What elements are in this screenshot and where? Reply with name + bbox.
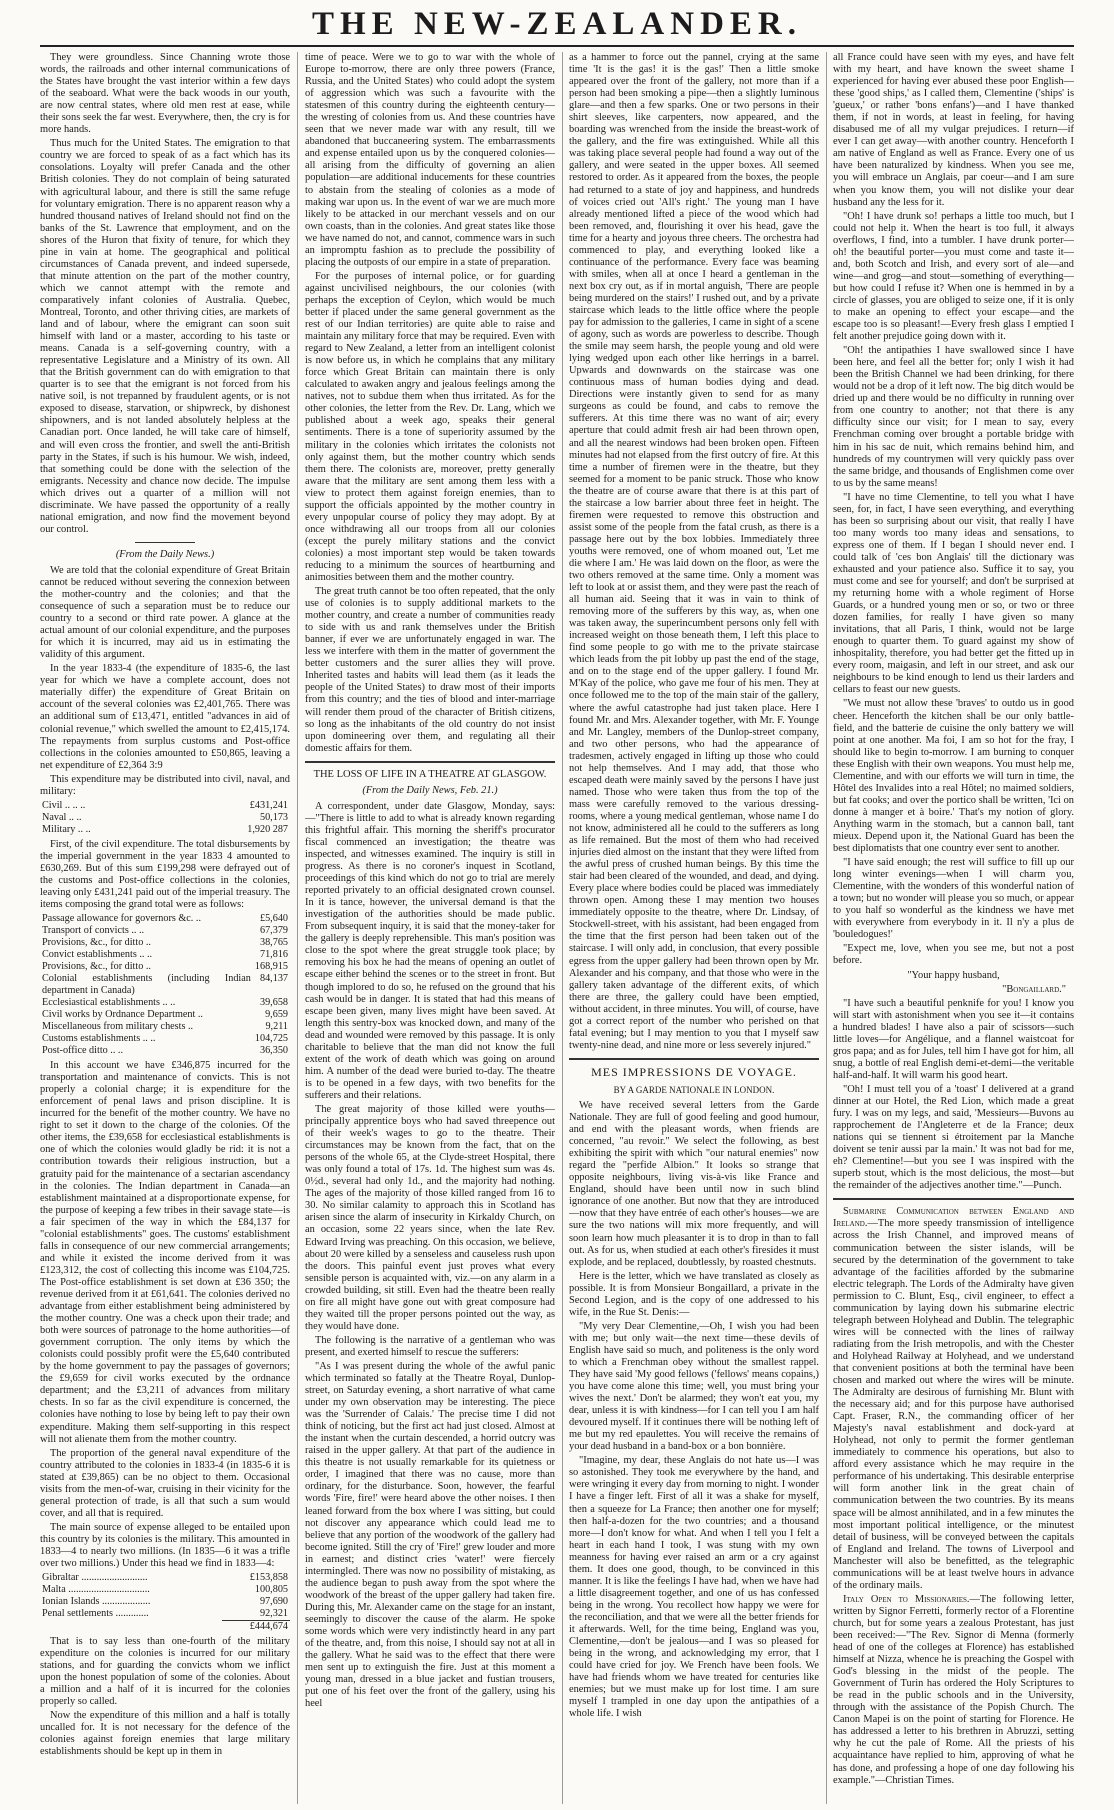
column-divider xyxy=(562,52,563,1804)
paragraph: For the purposes of internal police, or for guarding against uncivilised neighbours, the our colonies (with perhaps the exception of Ceylon, which would be much better if placed under the same general government as the rest of our Indian territories) are quite able to raise and maintain any military force that may be required. Even with regard to New Zealand, a letter from an intelligent colonist is now before us, in which he complains that any military force which Great Britain can maintain there is only calculated to awaken angry and jealous feelings among the natives, not to subdue them when thus irritated. As for the other colonies, the letter from the Rev. Dr. Lang, which we published about a week ago, speaks their general sentiments. There is a tone of superiority assumed by the military in the colonies which irritates the colonists not only against them, but the mother country which sends them there. The colonists are, moreover, pretty generally aware that the military are sent among them less with a view to protect them against foreign enemies, than to support the officials appointed by the mother country in every unpopular course of policy they may adopt. By at once withdrawing all our troops from all our colonies (except the purely military stations and the convict colonies) a most important step would be taken towards reducing to a minimum the sources of heartburning and animosities between them and the mother country. xyxy=(305,270,555,584)
news-item-body: —The more speedy transmission of intelligence across the Irish Channel, and improved means of communication between the sister islands, will be secured by the determination of the government to take advantage of the facilities afforded by the submarine electric telegraph. The Lords of the Admiralty have given permission to C. Blunt, Esq., civil engineer, to effect a communication by laying down his submarine electric telegraph between Holyhead and Dublin. The telegraphic wires will be connected with the lines of railway radiating from the Irish metropolis, and with the Chester and Holyhead Railway at Holyhead, and we understand that convenient positions at both the terminal have been chosen and marked out where the wires will be minute. The Admiralty are desirous of furnishing Mr. Blunt with the necessary aid; and for this purpose have authorised Capt. Fraser, R.N., the commanding officer of her Majesty's naval establishment and dock-yard at Holyhead, not only to permit the former gentleman immediately to commence his operations, but also to afford every assistance which he may require in the performance of his undertaking. This desirable enterprise will form another link in the great chain of communication between the two countries. By its means space will be almost annihilated, and in a few minutes the most important political intelligence, or the minutest detail of business, will be conveyed between the capitals of England and Ireland. The towns of Liverpool and Manchester will also be benefitted, as the telegraphic communications will be at least twelve hours in advance of the ordinary mails. xyxy=(833,1218,1074,1591)
paragraph: "Imagine, my dear, these Anglais do not hate us—I was so astonished. They took me everywhere by the hand, and were wringing it every day from morning to night. I wonder I have a finger left. First of all it was a shake for myself, then a squeeze for La France; then another one for myself; then half-a-dozen for the two countries; and a thousand more—I don't know for what. And when I tell you I felt a heart in each hand I took, I was stung with my own meanness for having ever raised an arm or a cry against them. It does one good, though, to be convinced in this manner. It is like the feelings I have had, when we have had a little disagreement together, and one of us has confessed being in the wrong. You recollect how happy we were for the reconciliation, and that we were all the better friends for it afterwards. Well, for the time being, England was you, Clementine,—don't be jealous—and I was so pleased for being in the wrong, and acknowledging my error, that I could have cried for joy. We French have been fools. We have had friends whom we have treated for centuries like enemies; but we must make up for lost time. I am sure myself I trampled in one day upon the antipathies of a whole life. I wish xyxy=(569,1455,819,1720)
table-row: Transport of convicts .. .. 67,379 xyxy=(42,925,288,937)
masthead-rule xyxy=(40,45,1074,47)
paragraph: "As I was present during the whole of the awful panic which terminated so fatally at the Theatre Royal, Dunlop-street, on Saturday evening, a short narrative of what came under my own observation may be interesting. The piece was the 'Surrender of Calais.' The precise time I did not think of noticing, but the first act had just closed. Almost at the instant when the curtain descended, a horrid outcry was raised in the upper gallery. At that part of the audience in this theatre is not usually remarkable for its quietness or order, I imagined that there was no cause, more than ordinary, for the disturbance. Soon, however, the fearful words 'Fire, fire!' were heard above the other noises. I then leaned forward from the box where I was sitting, but could not discover any appearance which could lead me to believe that any portion of the woodwork of the gallery had become ignited. Still the cry of 'Fire!' grew louder and more in earnest; and distinct cries 'water!' were fiercely intermingled. There was now no possibility of mistaking, as the audience began to push away from the spot where the woodwork of the breast of the upper gallery had taken fire. During this, Mr. Alexander came on the stage for an instant, seemingly to discover the cause of the alarm. He spoke some words which were very indistinctly heard in any part of the theatre, and, from this noise, I should say not at all in the gallery. What he said was to the effect that there were men sent up to extinguish the fire. Just at this moment a young man, dressed in a blue jacket and fustian trousers, put one of his feet over the front of the gallery, using his heel xyxy=(305,1360,555,1710)
section-rule xyxy=(569,1058,819,1060)
article-headline: MES IMPRESSIONS DE VOYAGE. xyxy=(591,1064,797,1079)
table-row: Malta ................................ 100,805 xyxy=(42,1584,288,1596)
table-row: Passage allowance for governors &c. .. £5,640 xyxy=(42,913,288,925)
expenditure-table-summary xyxy=(40,800,290,836)
paragraph: Now the expenditure of this million and a half is totally uncalled for. It is not necessary for the defence of the colonies against foreign enemies that large military establishments should be kept up in them in xyxy=(40,1710,290,1758)
paragraph: We have received several letters from the Garde Nationale. They are full of good feeling and good humour, and end with the pleasant words, when friends are concerned, "au revoir." We select the following, as best exhibiting the spirit with which "our natural enemies" now regard the "perfide Albion." It looks so strange that opposite neighbours, living vis-à-vis like France and England, should have been until now in such blind ignorance of one another. But now that they are introduced—now that they have entrée of each other's houses—we are sure the two nations will mix more frequently, and will soon learn how much pleasanter it is to drop in than to fall out. As for us, when studied at each other's firesides it must explode, and be replaced, doubtlessly, by roasted chestnuts. xyxy=(569,1099,819,1268)
paragraph: Here is the letter, which we have translated as closely as possible. It is from Monsieur Bongaillard, a private in the Second Legion, and is the copy of one addressed to his wife, in the Rue St. Denis:— xyxy=(569,1270,819,1318)
letter-signature: "Bongaillard." xyxy=(1002,983,1066,995)
news-item-body: —The following letter, written by Signor Ferretti, formerly rector of a Florentine church, but for some years a zealous Protestant, has just been received:—"The Rev. Signor di Menna (formerly head of one of the colleges at Florence) has established himself at Nizza, whence he is preaching the Gospel with God's blessing in the midst of the people. The Government of Turin has ordered the Holy Scriptures to be read in the public schools and in the University, through with the assistance of the Popish Church. The Canon Mapei is on the point of starting for Florence. He has addressed a letter to his brethren in Abruzzi, setting why he cut the pale of Rome. All the priests of his acquaintance have replied to him, approving of what he has done, and professing a hope of one day following his example."—Christian Times. xyxy=(833,1593,1074,1786)
column-3 xyxy=(569,52,819,1804)
paragraph: We are told that the colonial expenditure of Great Britain cannot be reduced without severing the connexion between the mother-country and the colonies; and that the consequence of such a separation must be to reduce our country to a second or third rate power. A glance at the actual amount of our colonial expenditure, and the purposes for which it is incurred, may aid us in estimating the validity of this argument. xyxy=(40,564,290,661)
article-headline: THE LOSS OF LIFE IN A THEATRE AT GLASGOW. xyxy=(313,768,547,780)
table-row: Naval .. .. 50,173 xyxy=(42,811,288,823)
table-row: Convict establishments .. .. 71,816 xyxy=(42,949,288,961)
paragraph: A correspondent, under date Glasgow, Monday, says:—"There is little to add to what is already known regarding this frightful affair. This morning the sheriff's procurator fiscal commenced an investigation; the theatre was inspected, and witnesses examined. The inquiry is still in progress. As there is no coroner's inquest in Scotland, proceedings of this kind which do not go to trial are merely reported privately to an official designated crown counsel. In it is tance, however, the universal demand is that the investigation of the authorities should be made public. From subsequent inquiry, it is said that the money-taker for the gallery is deeply reprehensible. This man's position was close to the spot where the great struggle took place; by removing his box he had the means of opening an outlet of escape either behind the scenes or to the street in front. But though implored to do so, he refused on the ground that his cash would be in danger. It is stated that had this means of escape been given, many lives might have been saved. At length this sentry-box was knocked down, and many of the dead and wounded were removed by this passage. It is only charitable to believe that the man did not know the full extent of the work of death which was going on around him. A number of the dead were buried to-day. The theatre is to be opened in a few days, with two benefits for the sufferers and their relations. xyxy=(305,800,555,1101)
paragraph: The following is the narrative of a gentleman who was present, and exerted himself to rescue the sufferers: xyxy=(305,1334,555,1358)
paragraph: The great truth cannot be too often repeated, that the only use of colonies is to supply additional markets to the mother country, and create a number of communities ready to side with us and rank themselves under the British banner, if ever we are unfortunately engaged in war. The less we interfere with them in the matter of government the better customers and the surer allies they will prove. Inherited tastes and habits will lead them (as it leads the people of the United States) to draw most of their imports from this country; and the ties of blood and inter-marriage will render them proud of the character of British citizens, so long as the inhabitants of the old country do not insist upon domineering over them, and regulating all their domestic affairs for them. xyxy=(305,586,555,754)
table-row: Post-office ditto .. .. 36,350 xyxy=(42,1045,288,1057)
paragraph: "My very Dear Clementine,—Oh, I wish you had been with me; but only wait—the next time—these devils of English have said so much, and politeness is the only word to which a Frenchman obey without the smallest rappel. They have said 'My good fellows ('fellows' means copains,) you have come alone this time; well, you must bring your wives the next.' Don't be alarmed; they won't eat you, my dear, unless it is with kindness—for I can tell you I am half devoured myself. If it continues there will be nothing left of me but my red epaulettes. You will receive the remains of your dead husband in a band-box or a bon bonnière. xyxy=(569,1320,819,1453)
table-row: Civil works by Ordnance Department .. 9,659 xyxy=(42,1009,288,1021)
table-row: Ionian Islands ................... 97,690 xyxy=(42,1596,288,1608)
table-row: Military .. .. 1,920 287 xyxy=(42,823,288,835)
column-2 xyxy=(305,52,555,1804)
table-total-row: £444,674 xyxy=(40,1621,290,1634)
column-1 xyxy=(40,52,290,1804)
masthead xyxy=(40,4,1074,48)
column-divider xyxy=(826,52,827,1804)
paragraph: "I have such a beautiful penknife for you! I know you will start with astonishment when you see it—it contains a hundred blades! I have also a pair of scissors—such little loves—for Angélique, and a flannel waistcoat for gros papa; and as for Jules, tell him I have got for him, all snug, a bottle of real English demi-et-demi—the veritable half-and-half. It will warm his good heart. xyxy=(833,997,1074,1081)
paragraph: "Oh! I must tell you of a 'toast' I delivered at a grand dinner at our Hotel, the Red Lion, which made a great fury. I was on my legs, and said, 'Messieurs—Buvons au rapprochement de l'Angleterre et de la France; deux nations qui se tiennent si étroitement par la Manche doivent se tenir aussi par la main.' It was not bad for me, eh? Clementine!—but you see I was inspired with the superb stout, which is the most delicious, the most—but the remainder of the adjectives another time."—Punch. xyxy=(833,1083,1074,1192)
letter-closing: "Your happy husband, xyxy=(907,969,1000,981)
section-rule xyxy=(833,1198,1074,1200)
table-row: Customs establishments .. .. 104,725 xyxy=(42,1033,288,1045)
paragraph: as a hammer to force out the pannel, crying at the same time 'It is the gas! it is the gas!' Then a little smoke appeared over the front of the gallery, not more than if a person had been smoking a pipe—then a slightly luminous glare—and then a few sparks. One or two persons in their shirt sleeves, like carpenters, now appeared, and the boarding was wrenched from the inside the breast-work of the gallery, and the fire was extinguished. While all this was taking place several people had found a way out of the gallery, and were seated in the upper boxes. All seemed restored to order. As it appeared from the boxes, the people had returned to a state of joy and happiness, and hundreds of voices cried out 'All's right.' The young man I have already mentioned lifted a piece of the wood which had been removed, and, flourishing it over his head, gave the time for a hearty and joyous three cheers. The orchestra had commenced to play, and everything looked like a continuance of the performance. Every face was beaming with smiles, when all at once I heard a gentleman in the next box cry out, as if in mortal anguish, 'There are people being murdered on the stairs!' I rushed out, and by a private staircase which leads to the little office where the people pay for admission to the galleries, I came in sight of a scene of agony, such as words are powerless to describe. Though the smile may seem harsh, the people young and old were lying wedged upon each other like herrings in a barrel. Upwards and downwards on the staircase was one continuous mass of human bodies dying and dead. Directions were instantly given to send for as many surgeons as could be found, and cabs to remove the sufferers. At this time there was no want of air; every aperture that could admit fresh air had been thrown open, and all the nearest windows had been broken open. Fifteen minutes had not elapsed from the first outcry of fire. At this time a number of firemen were in the theatre, but they seemed for a moment to be panic struck. Those who know the theatre are of course aware that there is at this part of the staircase a low barrier about three feet in height. The firemen were requested to remove this obstruction and assist some of the people from the fatal crush, as there is a passage here out by the box lobbies. Immediately three youths were removed, one of whom moaned out, 'Let me die where I am.' He was laid down on the floor, as were the two others removed at the same time. Only a moment was left to look at or assist them, and they were past the reach of all human aid. Seeing that it was in vain to think of removing more of the sufferers by this way, as, when one was taken away, the superincumbent persons only fell with increased weight on those beneath them, I left this place to find some people to go with me to the private staircase which leads from the pit lobby up past the end of the stage, and on to the stage end of the upper gallery. I found Mr. M'Kay of the police, who gave me four of his men. They at once followed me to the top of the main stair of the gallery, where the awful catastrophe had just taken place. Here I found Mr. and Mrs. Alexander together, with Mr. F. Younge and Mr. Langley, members of the Dunlop-street company, and two other persons, who had the appearance of tradesmen, actively engaged in lifting up those who could not help themselves. And I may add, that those who escaped death were mainly saved by the persons I have just named. Those who were taken thus from the top of the mass were carefully removed to the various dressing-rooms, where a young medical gentleman, whose name I do not know, administered all he could to the sufferers as long as life remained. But the most of them who had received injuries died almost on the instant that they were lifted from the awful press of crushed human beings. By this time the stair had been cleared of the wounded, and dead, and dying. Every place where bodies could be placed was immediately thrown open. Among these I may mention two houses immediately opposite to the theatre, where Dr. Lindsay, of Stockwell-street, with his assistant, had been engaged from the time that the first person had been taken out of the staircase. I will only add, in conclusion, that every possible egress from the upper gallery had been thrown open by Mr. Alexander and his company, and that those who were in the gallery taken advantage of the different exits, of which there are three, the gallery could have been emptied, without accident, in three minutes. You will, of course, have got a correct report of the number who perished on that fatal evening; but I may mention to you that I myself saw twenty-nine dead, and nine more or less severely injured." xyxy=(569,52,819,1051)
paragraph: This expenditure may be distributed into civil, naval, and military: xyxy=(40,773,290,797)
table-row: Penal settlements ............. 92,321 xyxy=(42,1608,288,1620)
section-rule xyxy=(135,542,195,543)
paragraph: The proportion of the general naval expenditure of the country attributed to the colonies in 1833-4 (in 1835-6 it is stated at £39,865) can be no object to them. Occasional visits from the men-of-war, cruising in their vicinity for the general protection of trade, is all that such a sum would cover, and all that is required. xyxy=(40,1447,290,1519)
table-row: Provisions, &c., for ditto .. 168,915 xyxy=(42,961,288,973)
paragraph: "I have no time Clementine, to tell you what I have seen, for, in fact, I have seen everything, and everything has been so surprising about our visit, that really I have too many words too many ideas and sensations, to express one of them. If I began I should never end. I could talk of 'ces bon Anglais' till the dictionary was exhausted and your patience also. Suffice it to say, you must come and see for yourself; and don't be surprised at my returning home with a whole regiment of Horse Guards, or a hundred young men or so, or two or three dozen families, for really I have given so many invitations, that all Paris, I think, would not be large enough to quarter them. To guard against my show of inhospitality, therefore, you had better get the fitted up in every room, maigasin, and left in our street, and ask our neighbours to be kind enough to lend us their larders and cellars to feast our new guests. xyxy=(833,491,1074,696)
news-item xyxy=(833,1594,1074,1787)
column-4 xyxy=(833,52,1074,1804)
paragraph: In this account we have £346,875 incurred for the transportation and maintenance of convicts. This is not properly a colonial charge; it is expenditure for the enforcement of penal laws and prison discipline. It is incurred for the benefit of the mother country. We have no right to set it down to the charge of the colonies. Of the other items, the £39,658 for ecclesiastical establishments is one of which the colonies would gladly be rid: it is not a contribution towards their religious instruction, but a gratuity paid for the maintenance of a sectarian ascendancy in the colonies. The Indian department in Canada—an establishment maintained at a disproportionate expense, for the purpose of keeping a few tribes in their savage state—is a fair specimen of the way in which the £84,137 for "colonial establishments" goes. The customs' establishment falls in consequence of our new commercial arrangements; and while it existed the income derived from it was £123,312, the cost of collecting this income was £104,725. The Post-office establishment is set down at £36 350; the revenue derived from it at £61,641. The colonies derived no advantage from either establishment being administered by the mother country. One was a check upon their trade; and both were sources of patronage to the home authorities—of government corruption. The only items by which the colonists could possibly profit were the £5,640 contributed by the home government to pay the passages of governors; the £9,659 for civil works executed by the ordnance department; and the £3,211 of advances from military chests. In so far as the civil expenditure is concerned, the colonies have nothing to lose by being left to pay their own expenditure. Making them self-supporting in this respect will not alienate them from the mother country. xyxy=(40,1060,290,1445)
section-rule xyxy=(305,761,555,763)
paragraph: "Oh! the antipathies I have swallowed since I have been here, and feel all the better for; only I wish it had been the British Channel we had been drinking, for there would not be a drop of it left now. The big ditch would be dried up and there would be no difficulty in running over from one country to another; not that there is any difficulty since our visit; for I mean to say, every Frenchman coming over brought a portable bridge with him in his sac de nuit, which remains behind him, and hundreds of my countrymen will very quickly pass over the same bridge, and thousands of Englishmen come over to us by the same means! xyxy=(833,345,1074,489)
expenditure-table-civil xyxy=(40,913,290,1057)
table-row: Gibraltar .......................... £153,858 xyxy=(42,1572,288,1584)
paragraph: That is to say less than one-fourth of the military expenditure on the colonies is incurred for our military stations, and for guarding the convicts whom we inflict upon the honest population of some of the colonies. About a million and a half of it is incurred for the colonies properly so called. xyxy=(40,1636,290,1708)
table-row: Miscellaneous from military chests .. 9,211 xyxy=(42,1021,288,1033)
paragraph: The main source of expense alleged to be entailed upon this country by its colonies is the military. This amounted in 1833—4 to nearly two millions. (In 1835—6 it was a trifle over two millions.) Under this head we find in 1833—4: xyxy=(40,1521,290,1570)
column-divider xyxy=(297,52,298,1804)
paragraph: all France could have seen with my eyes, and have felt with my heart, and have known the sweet shame I experienced for having ever abused these poor English—these 'good ships,' as I called them, Clementine ('ships' is 'gueux,' or rather 'bons enfans')—and I have thanked them, if not in words, at least in feeling, for having disabused me of all my vulgar prejudices. I return—if ever I can get away—with another country. Henceforth I am native of England as well as France. Every one of us have been naturalized by kindness. When you see me, you will embrace un Anglais, par coeur—and I am sure when you know them, you will not dislike your dear husband any the less for it. xyxy=(833,52,1074,208)
expenditure-table-military xyxy=(40,1572,290,1633)
news-item xyxy=(833,1206,1074,1592)
paragraph: "Oh! I have drunk so! perhaps a little too much, but I could not help it. When the heart is too full, it always overflows, I find, into a tumbler. I have drunk porter—oh! the beautiful porter—you must come and taste it—and, both Scotch and Irish, and every sort of ale—and wine—and grog—and stout—something of everything—but how could I refuse it? When one is hemmed in by a circle of glasses, you are obliged to seize one, if it is only to make an opening to effect your escape—and the escape too is so pleasant!—Every fresh glass I emptied I felt another prejudice going down with it. xyxy=(833,210,1074,343)
paragraph: Thus much for the United States. The emigration to that country we are forced to speak of as a fact which has its consolations. Loyalty will prefer Canada and the other British colonies. They do not complain of being saturated with agricultural labour, and there is still the same refuge for voluntary emigration. There is no apparent reason why a hundred thousand natives of Ireland should not find on the banks of the St. Lawrence that employment, and on the shores of the Huron that fixity of tenure, for which they pine in vain at home. The geographical and political circumstances of Canada prevent, and indeed supersede, that minute attention on the part of the mother country, which we cannot attempt with the remote and comparatively infant colonies of Australia. Quebec, Montreal, Toronto, and other thriving cities, are markets of land and of labour, where the emigrant can soon suit himself with land or a master, according to his taste or means. Canada is a self-governing country, with a representative Legislature and a Ministry of its own. All that the British government can do with emigration to that quarter is to see that the emigrant is not forced from his native soil, is not trepanned by fraudulent agents, or is not exposed to disease, starvation, or shipwreck, by dishonest shipowners, and is not landed absolutely helpless at the Canadian port. Once landed, he will take care of himself, and will even cross the frontier, and swell the anti-British party in the States, if such is his humour. We wish, indeed, that something could be done with the selection of the emigrants. Necessity and chance now decide. The impulse which drives out a quarter of a million will not discriminate. We have passed the opportunity of a really national emigration, and now find the movement beyond our control. xyxy=(40,138,290,535)
table-row: Ecclesiastical establishments .. .. 39,658 xyxy=(42,997,288,1009)
paragraph: "Expect me, love, when you see me, but not a post before. xyxy=(833,943,1074,967)
paragraph: "I have said enough; the rest will suffice to fill up our long winter evenings—when I will charm you, Clementine, with the wonders of this wonderful nation of a town; but no wonder will please you so much, or appear to you half so wonderful as the kindness we have met with everywhere from everybody in it. Il n'y a plus de 'bouledogues!' xyxy=(833,857,1074,941)
table-row: Civil .. .. .. £431,241 xyxy=(42,799,288,811)
article-source: (From the Daily News.) xyxy=(115,548,215,560)
article-subheadline: BY A GARDE NATIONALE IN LONDON. xyxy=(613,1084,775,1095)
news-item-heading: Italy Open to Missionaries. xyxy=(843,1593,970,1605)
paragraph: They were groundless. Since Channing wrote those words, the railroads and other internal communications of the States have brought the vast interior within a few days of the seaboard. What were the back woods in our youth, are now central states, where old men rest at ease, while their sons seek the far west. Everywhere, then, the cry is for more hands. xyxy=(40,52,290,136)
table-row: Provisions, &c., for ditto .. 38,765 xyxy=(42,937,288,949)
paragraph: In the year 1833-4 (the expenditure of 1835-6, the last year for which we have a complete account, does not materially differ) the expenditure of Great Britain on account of the several colonies was £2,401,765. There was an additional sum of £13,471, entitled "advances in aid of colonial revenue," which swelled the amount to £2,415,174. The repayments from surplus customs and Post-office collections in the colonies amounted to £50,865, leaving a net expenditure of £2,364 3:9 xyxy=(40,663,290,771)
table-row: Colonial establishments (including Indian department in Canada) 84,137 xyxy=(42,973,288,997)
paragraph: The great majority of those killed were youths—principally apprentice boys who had saved threepence out of their week's wages to go to the theatre. Their circumstances may be known from the fact, that on the persons of the whole 65, at the Clyde-street Hospital, there was only found a total of 17s. 1d. The highest sum was 4s. 0½d., several had only 1d., and the majority had nothing. The ages of the majority of those killed ranged from 16 to 30. No similar calamity to approach this in Scotland has arisen since the alarm of insecurity in Kirkaldy Church, on an occasion, some 22 years since, when the late Rev. Edward Irving was preaching. On this occasion, we believe, about 20 were killed by a senseless and causeless rush upon the doors. This painful event just proves what every sensible person is acquainted with, viz.—on any alarm in a crowded building, sit still. Even had the theatre been really on fire all might have gone out with great composure had they waited till the proper persons pointed out the way, as they would have done. xyxy=(305,1103,555,1332)
paragraph: time of peace. Were we to go to war with the whole of Europe to-morrow, there are only three powers (France, Russia, and the United States) who could adopt the system of aggression which was such a favourite with the statesmen of this country during the eighteenth century—the wresting of colonies from us. And these countries have seen that we never made war with any result, till we abandoned that buccaneering system. The embarrassments and expense entailed upon us by the conquered colonies—all arising from the difficulty of governing an alien population—are additional inducements for these countries to abstain from the stealing of colonies as a mode of making war upon us. In the event of war we are much more likely to be attacked in our merchant vessels and on our own coasts, than in the colonies. And great states like those we have named do not, and cannot, commence wars in such an impromptu fashion as to preclude the possibility of placing the outposts of our empire in a state of preparation. xyxy=(305,52,555,268)
news-item-heading: Submarine Communication between England and Ireland. xyxy=(833,1206,1074,1230)
newspaper-title: THE NEW-ZEALANDER. xyxy=(312,6,802,42)
paragraph: "We must not allow these 'braves' to outdo us in good cheer. Henceforth the kitchen shall be our only battle-field, and the batterie de cuisine the only battery we will point at one another. Ma foi, I am so hot for the fray, I should like to begin to-morrow. I am burning to conquer these English with their own weapons. You must help me, Clementine, and with our efforts we will turn in time, the Hôtel des Invalides into a real Hôtel; no maimed soldiers, but fat cooks; and over the portico shall be written, 'Ici on donne à manger et à boire.' That's my notion of glory. Anything warm in the stomach, but a cannon ball, tant mieux. Depend upon it, the National Guard has been the best diplomatists that one country ever sent to another. xyxy=(833,698,1074,855)
paragraph: First, of the civil expenditure. The total disbursements by the imperial government in the year 1833 4 amounted to £630,269. But of this sum £199,298 were defrayed out of the customs and Post-office collections in the colonies, leaving only £431,241 paid out of the imperial treasury. The items composing the grand total were as follows: xyxy=(40,838,290,911)
article-source: (From the Daily News, Feb. 21.) xyxy=(362,784,498,796)
